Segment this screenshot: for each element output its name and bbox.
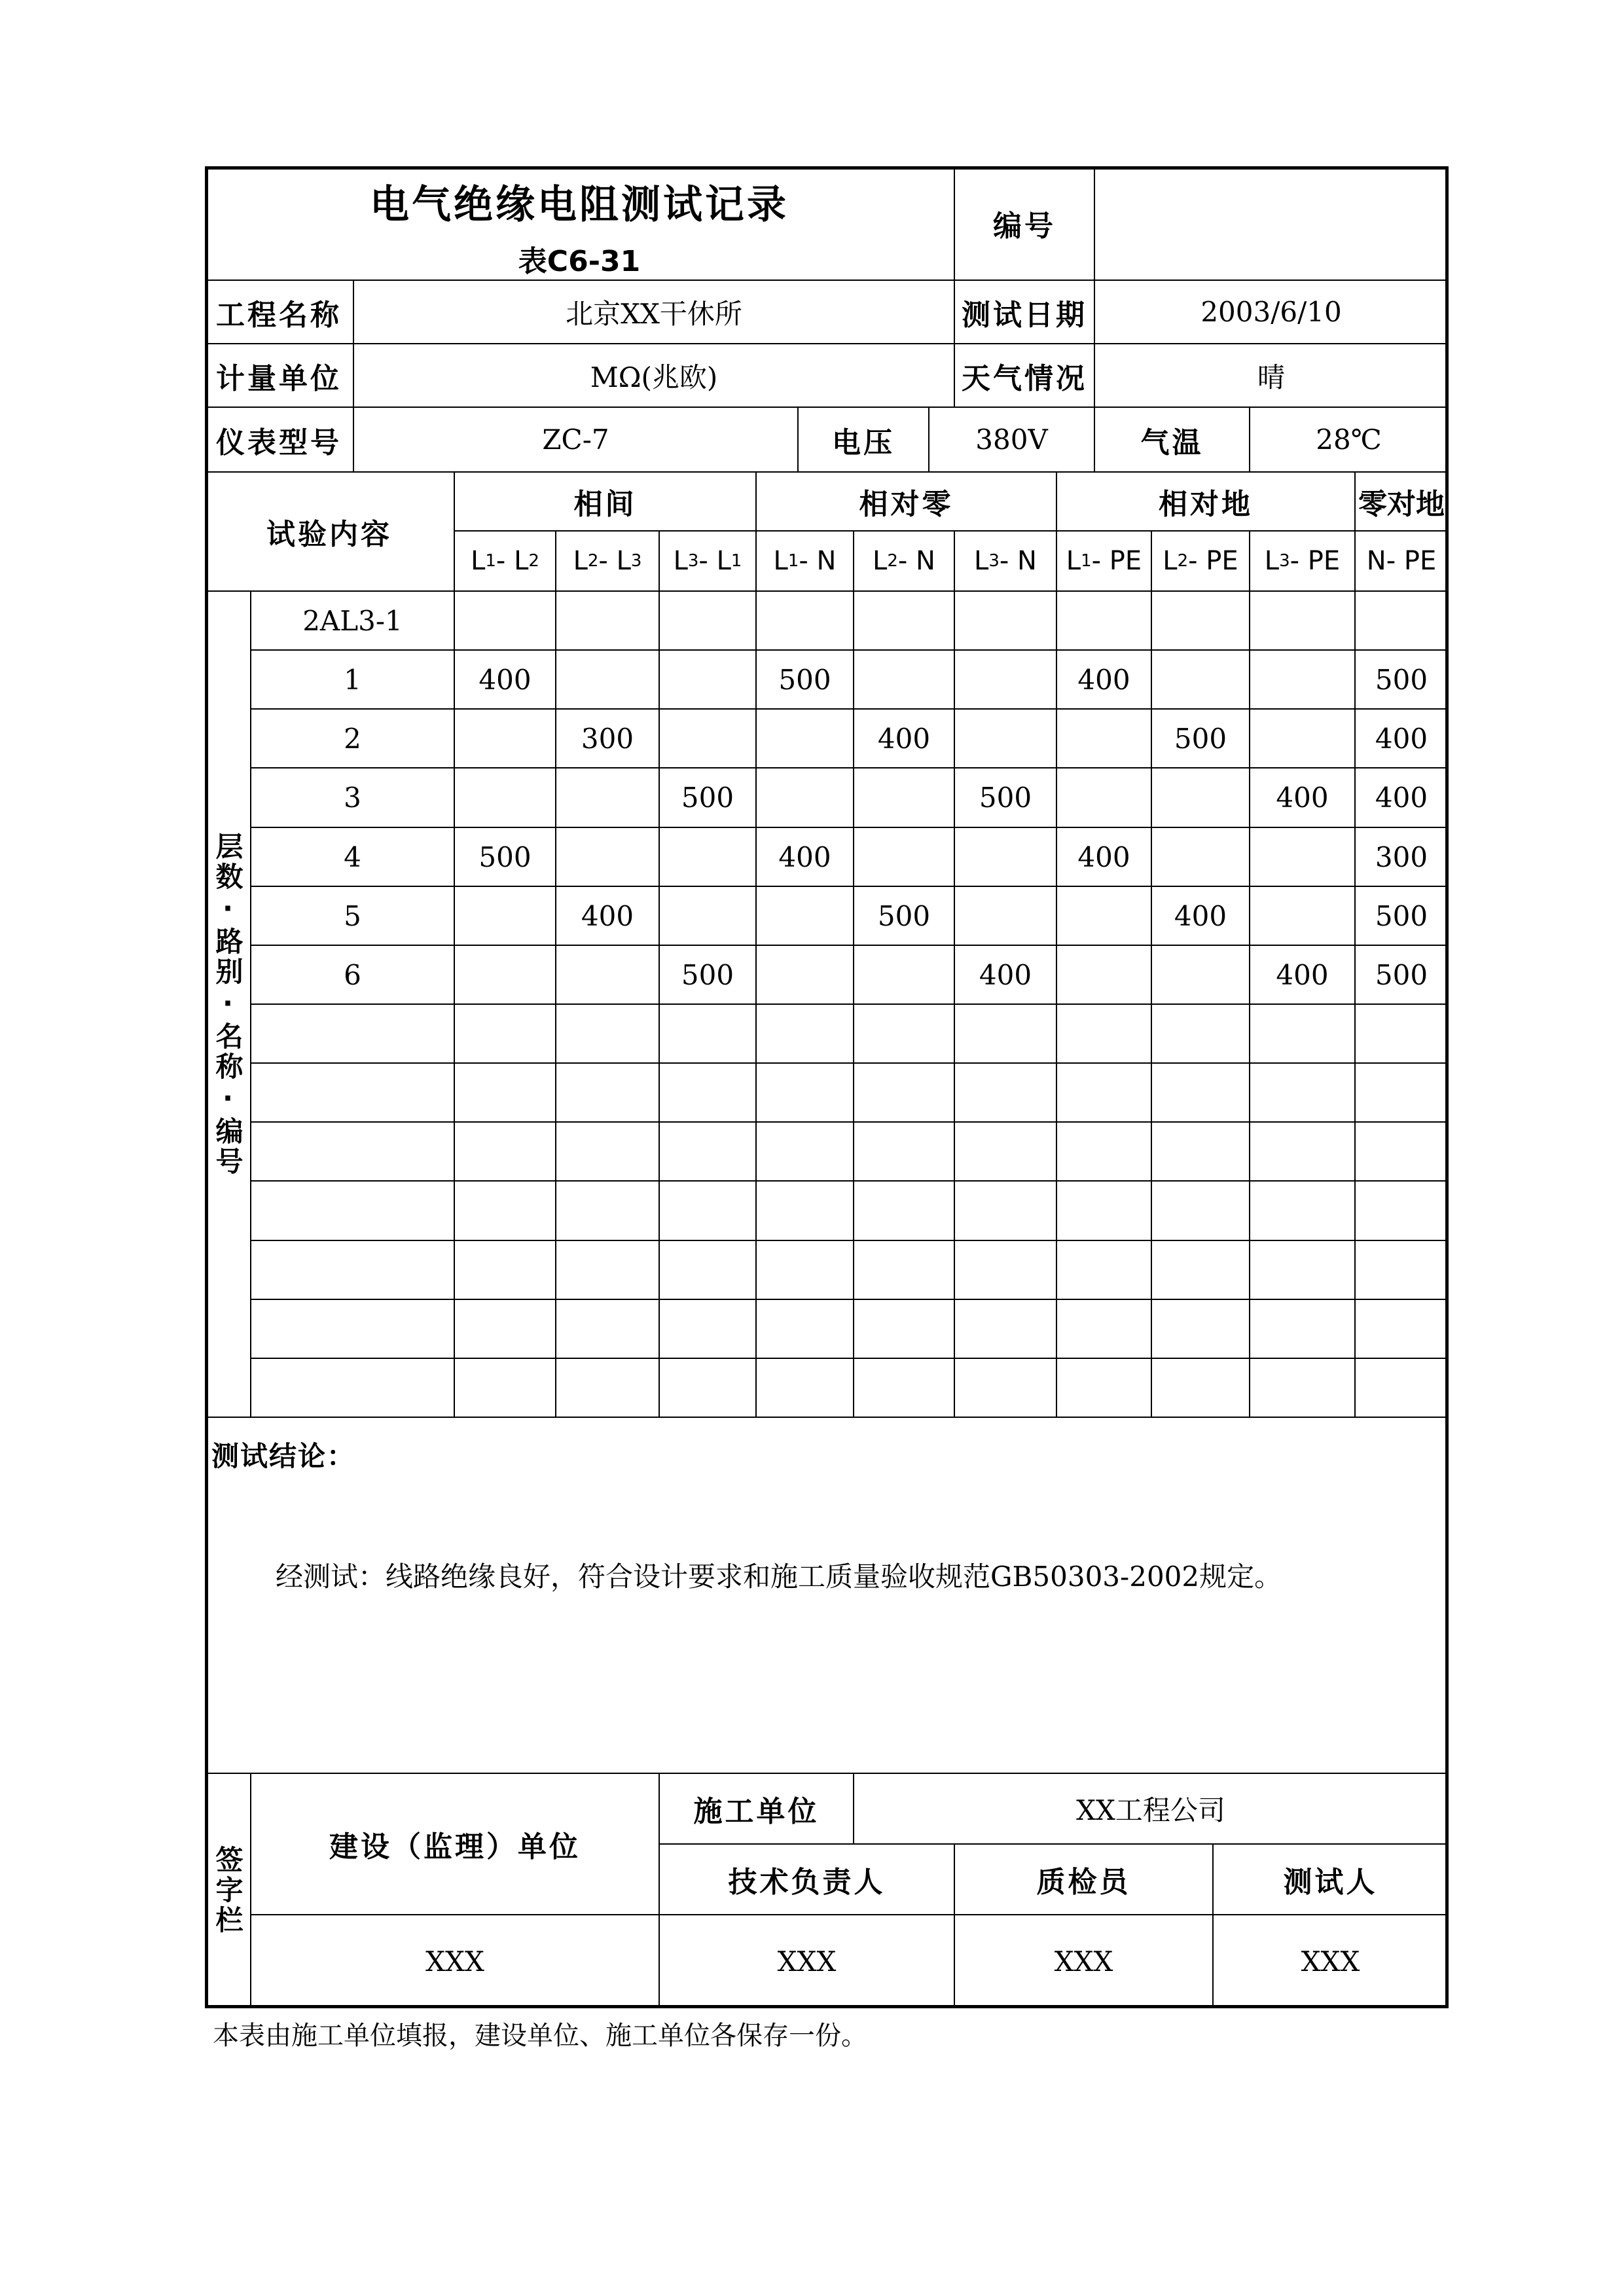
table-cell [1057, 592, 1152, 651]
table-cell: 400 [854, 710, 955, 768]
table-cell [757, 1359, 854, 1418]
table-cell [1152, 768, 1250, 828]
table-cell [455, 946, 556, 1005]
table-cell [660, 828, 757, 887]
table-cell [1356, 1005, 1449, 1064]
table-cell [955, 1182, 1057, 1241]
table-cell [556, 1005, 660, 1064]
voltage-label: 电压 [799, 408, 929, 473]
conclusion-label: 测试结论： [211, 1440, 356, 1472]
table-cell [955, 828, 1057, 887]
table-cell [955, 1300, 1057, 1359]
sign-label: 签字栏 [211, 1845, 244, 1936]
test-content-label: 试验内容 [205, 473, 455, 592]
unit-label: 计量单位 [205, 344, 354, 408]
table-cell [1152, 1300, 1250, 1359]
table-cell [455, 1300, 556, 1359]
table-cell: 400 [455, 651, 556, 710]
table-cell [1250, 710, 1356, 768]
table-cell [854, 1359, 955, 1418]
table-cell [955, 651, 1057, 710]
table-cell [1250, 1300, 1356, 1359]
table-cell [955, 887, 1057, 946]
row-name: 2 [251, 710, 455, 768]
table-cell: 500 [455, 828, 556, 887]
row-name [251, 1182, 455, 1241]
table-cell [660, 1005, 757, 1064]
group-neutral-to-ground: 零对地 [1356, 473, 1449, 532]
table-cell [660, 1182, 757, 1241]
table-cell [1356, 1300, 1449, 1359]
table-cell [854, 1300, 955, 1359]
row-name: 4 [251, 828, 455, 887]
table-cell: 400 [1057, 828, 1152, 887]
table-cell [556, 1359, 660, 1418]
row-name [251, 1300, 455, 1359]
table-cell [757, 1300, 854, 1359]
col-l2-l3: L 2 - L 3 [556, 532, 660, 592]
table-cell: 400 [1152, 887, 1250, 946]
col-l1-l2: L 1 - L 2 [455, 532, 556, 592]
table-cell [1250, 1005, 1356, 1064]
title-block [205, 166, 955, 281]
col-l1-n: L 1 - N [757, 532, 854, 592]
weather-value: 晴 [1095, 344, 1449, 408]
table-cell [455, 1182, 556, 1241]
table-cell [556, 946, 660, 1005]
unit-value: MΩ(兆欧) [354, 344, 955, 408]
owner-sign: XXX [251, 1915, 660, 2008]
table-cell [757, 946, 854, 1005]
table-cell [1152, 1241, 1250, 1300]
table-cell [1152, 1182, 1250, 1241]
builder-value: XX工程公司 [854, 1774, 1449, 1845]
table-cell [854, 1241, 955, 1300]
table-cell: 500 [1356, 887, 1449, 946]
table-cell: 400 [955, 946, 1057, 1005]
table-cell [1057, 887, 1152, 946]
table-cell: 500 [757, 651, 854, 710]
tester-sign: XXX [1214, 1915, 1449, 2008]
col-l3-l1: L 3 - L 1 [660, 532, 757, 592]
table-cell [1250, 1064, 1356, 1123]
conclusion-section [205, 1418, 1449, 1774]
table-cell [854, 592, 955, 651]
table-cell [455, 710, 556, 768]
table-cell [955, 592, 1057, 651]
table-cell [660, 1064, 757, 1123]
table-cell: 500 [660, 946, 757, 1005]
table-cell [757, 1123, 854, 1182]
col-l1-pe: L 1 - PE [1057, 532, 1152, 592]
table-cell: 500 [660, 768, 757, 828]
row-name [251, 1005, 455, 1064]
tech-lead-label: 技术负责人 [660, 1845, 955, 1915]
table-cell [556, 1300, 660, 1359]
table-cell [757, 887, 854, 946]
test-date-value: 2003/6/10 [1095, 281, 1449, 344]
table-cell [1057, 1182, 1152, 1241]
table-cell [757, 1182, 854, 1241]
table-cell [1057, 1005, 1152, 1064]
table-cell [1356, 1064, 1449, 1123]
table-cell [854, 651, 955, 710]
table-cell [660, 887, 757, 946]
table-cell: 300 [1356, 828, 1449, 887]
table-cell [1057, 1300, 1152, 1359]
table-cell [455, 768, 556, 828]
table-cell [955, 1359, 1057, 1418]
row-name [251, 1064, 455, 1123]
table-cell [854, 1123, 955, 1182]
table-cell [854, 828, 955, 887]
table-cell [955, 1005, 1057, 1064]
table-cell [1057, 1064, 1152, 1123]
row-name: 1 [251, 651, 455, 710]
project-label: 工程名称 [205, 281, 354, 344]
table-cell [1250, 887, 1356, 946]
voltage-value: 380V [929, 408, 1095, 473]
table-cell [1057, 1241, 1152, 1300]
table-cell [1356, 1359, 1449, 1418]
table-cell [1152, 1064, 1250, 1123]
table-cell: 400 [1250, 768, 1356, 828]
conclusion-text: 经测试：线路绝缘良好，符合设计要求和施工质量验收规范GB50303-2002规定。 [276, 1561, 1282, 1593]
table-cell [556, 1064, 660, 1123]
meter-value: ZC-7 [354, 408, 799, 473]
table-cell [1152, 1005, 1250, 1064]
table-cell [1250, 1359, 1356, 1418]
table-cell [854, 768, 955, 828]
table-cell: 400 [1250, 946, 1356, 1005]
side-label-cell [205, 592, 251, 1418]
table-cell [955, 1123, 1057, 1182]
table-cell [757, 1005, 854, 1064]
temperature-label: 气温 [1095, 408, 1250, 473]
table-cell [455, 1005, 556, 1064]
table-cell: 400 [556, 887, 660, 946]
table-cell [455, 1241, 556, 1300]
table-cell [556, 828, 660, 887]
table-cell: 400 [1057, 651, 1152, 710]
table-cell [660, 651, 757, 710]
table-cell [757, 768, 854, 828]
table-cell [455, 592, 556, 651]
group-phase-to-phase: 相间 [455, 473, 757, 532]
tech-lead-sign: XXX [660, 1915, 955, 2008]
table-cell [1250, 651, 1356, 710]
table-cell [1152, 828, 1250, 887]
table-cell [1250, 592, 1356, 651]
table-cell [660, 1241, 757, 1300]
table-cell [1152, 592, 1250, 651]
col-l3-n: L 3 - N [955, 532, 1057, 592]
table-cell [455, 887, 556, 946]
table-cell [757, 592, 854, 651]
tester-label: 测试人 [1214, 1845, 1449, 1915]
table-cell [1250, 828, 1356, 887]
table-cell [1057, 768, 1152, 828]
col-n-pe: N- PE [1356, 532, 1449, 592]
table-cell [955, 1241, 1057, 1300]
table-cell: 500 [854, 887, 955, 946]
test-date-label: 测试日期 [955, 281, 1095, 344]
row-name [251, 1359, 455, 1418]
form-title: 电气绝缘电阻测试记录 [370, 181, 789, 228]
table-cell [556, 1123, 660, 1182]
side-label: 层数·路别·名称·编号 [211, 831, 244, 1177]
table-cell [1057, 710, 1152, 768]
table-cell [556, 651, 660, 710]
row-name: 3 [251, 768, 455, 828]
number-label: 编号 [955, 166, 1095, 281]
weather-label: 天气情况 [955, 344, 1095, 408]
table-cell [455, 1359, 556, 1418]
table-cell [1057, 946, 1152, 1005]
table-cell [1152, 1359, 1250, 1418]
table-cell [556, 592, 660, 651]
temperature-value: 28℃ [1250, 408, 1449, 473]
col-l2-pe: L 2 - PE [1152, 532, 1250, 592]
table-cell [1250, 1241, 1356, 1300]
table-cell: 400 [1356, 768, 1449, 828]
row-name [251, 1241, 455, 1300]
footer-note: 本表由施工单位填报，建设单位、施工单位各保存一份。 [213, 2021, 867, 2051]
table-cell [854, 1182, 955, 1241]
builder-label: 施工单位 [660, 1774, 854, 1845]
row-name [251, 1123, 455, 1182]
table-cell [854, 946, 955, 1005]
inspector-label: 质检员 [955, 1845, 1214, 1915]
table-cell [854, 1064, 955, 1123]
group-phase-to-neutral: 相对零 [757, 473, 1057, 532]
owner-label: 建设（监理）单位 [251, 1774, 660, 1915]
col-l2-n: L 2 - N [854, 532, 955, 592]
project-value: 北京XX干休所 [354, 281, 955, 344]
group-phase-to-ground: 相对地 [1057, 473, 1356, 532]
table-cell: 400 [757, 828, 854, 887]
table-cell [556, 1241, 660, 1300]
table-cell [1250, 1182, 1356, 1241]
table-cell [660, 1359, 757, 1418]
table-cell [1356, 592, 1449, 651]
table-cell [1057, 1359, 1152, 1418]
table-cell [455, 1064, 556, 1123]
table-cell: 300 [556, 710, 660, 768]
table-cell [757, 1064, 854, 1123]
table-cell [1152, 946, 1250, 1005]
inspector-sign: XXX [955, 1915, 1214, 2008]
insulation-record-form [205, 166, 1449, 2008]
table-cell [660, 592, 757, 651]
table-cell [1356, 1241, 1449, 1300]
row-name: 6 [251, 946, 455, 1005]
table-cell [660, 710, 757, 768]
table-cell: 500 [955, 768, 1057, 828]
col-l3-pe: L 3 - PE [1250, 532, 1356, 592]
table-cell [556, 1182, 660, 1241]
meter-label: 仪表型号 [205, 408, 354, 473]
table-cell [660, 1300, 757, 1359]
table-cell [757, 710, 854, 768]
table-cell [1356, 1123, 1449, 1182]
number-value [1095, 166, 1449, 281]
table-cell: 500 [1356, 651, 1449, 710]
sign-label-cell [205, 1774, 251, 2008]
table-cell: 500 [1356, 946, 1449, 1005]
table-cell [660, 1123, 757, 1182]
table-cell [757, 1241, 854, 1300]
table-cell [854, 1005, 955, 1064]
row-name: 5 [251, 887, 455, 946]
table-cell [955, 710, 1057, 768]
table-cell [1152, 651, 1250, 710]
row-name: 2AL3-1 [251, 592, 455, 651]
table-cell [556, 768, 660, 828]
table-cell [1250, 1123, 1356, 1182]
form-number: 表C6-31 [518, 244, 641, 278]
table-cell: 500 [1152, 710, 1250, 768]
table-cell [455, 1123, 556, 1182]
table-cell: 400 [1356, 710, 1449, 768]
table-cell [1057, 1123, 1152, 1182]
table-cell [955, 1064, 1057, 1123]
table-cell [1356, 1182, 1449, 1241]
table-cell [1152, 1123, 1250, 1182]
